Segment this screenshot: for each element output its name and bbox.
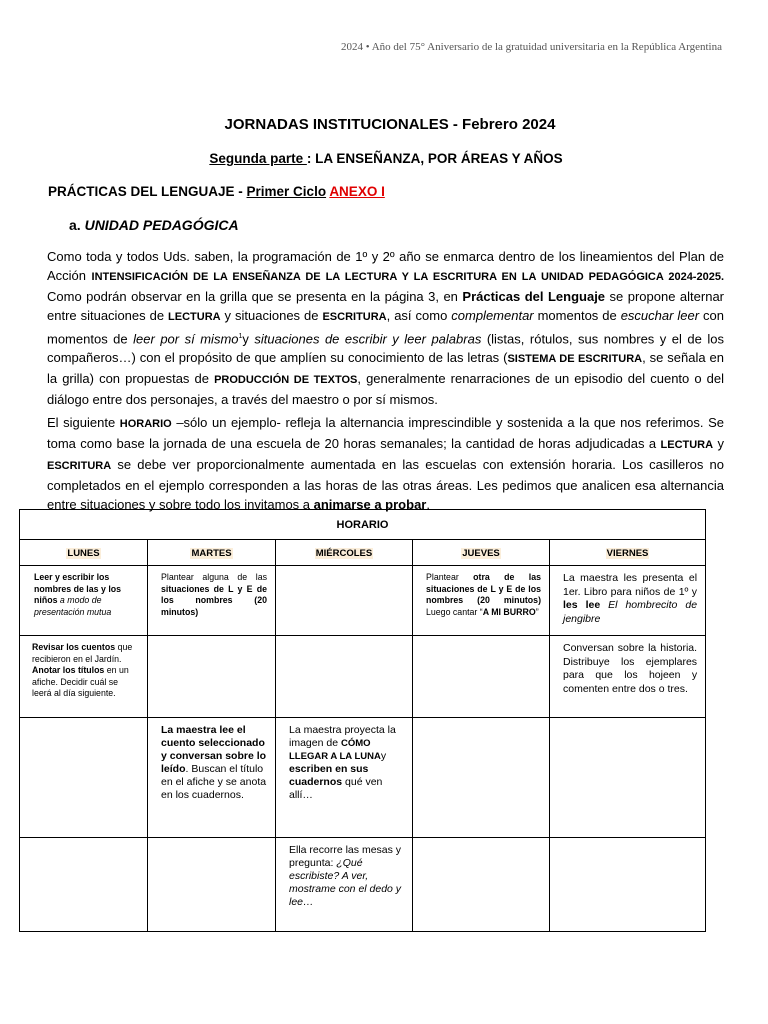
cell-r4-martes bbox=[148, 838, 276, 932]
cell-r1-lunes bbox=[20, 566, 148, 636]
document-title: JORNADAS INSTITUCIONALES - Febrero 2024 bbox=[224, 116, 556, 133]
p1-text: (listas, rótulos, sus nombres y el de los compañeros…) con el propósito de que amplíen su conocimiento de las letras ( bbox=[47, 331, 724, 366]
p2-keyword: ESCRITURA bbox=[47, 460, 112, 472]
header-note: 2024 • Año del 75° Aniversario de la gratuidad universitaria en la República Argentina bbox=[340, 41, 722, 53]
cell-text: Revisar los cuentos bbox=[32, 642, 116, 652]
cell-text: en un afiche. Decidir cuál se leerá al día siguiente. bbox=[32, 665, 129, 698]
p1-text: , generalmente renarraciones de un episodio del cuento o del diálogo entre dos personajes, a través del maestro o por sí mismos. bbox=[47, 371, 725, 408]
footnote-ref[interactable]: 1 bbox=[238, 333, 243, 340]
cell-text: Ella recorre las mesas y pregunta: bbox=[289, 844, 402, 869]
section-annex: ANEXO I bbox=[329, 184, 385, 199]
cell-text: ¿Qué escribiste? A ver, mostrame con el dedo y lee… bbox=[289, 857, 402, 908]
p1-keyword: LECTURA bbox=[168, 311, 221, 323]
cell-text: La maestra proyecta la imagen de bbox=[289, 724, 396, 749]
table-row bbox=[20, 566, 706, 636]
cell-text: Plantear alguna de las bbox=[161, 572, 267, 582]
cell-r3-martes bbox=[148, 718, 276, 838]
cell-text: A MI BURRO bbox=[482, 606, 536, 617]
cell-r3-lunes bbox=[20, 718, 148, 838]
day-label: MARTES bbox=[191, 547, 232, 559]
p1-text: con momentos de bbox=[47, 308, 725, 347]
cell-r3-miercoles bbox=[276, 718, 413, 838]
p1-text: Como podrán observar en la grilla que se presenta en la página 3, en bbox=[47, 289, 463, 304]
cell-text: El hombrecito de jengibre bbox=[563, 599, 698, 625]
p1-emph: situaciones de escribir y leer palabras bbox=[254, 331, 482, 347]
day-header-lunes bbox=[20, 540, 148, 566]
p1-keyword: PRODUCCIÓN DE TEXTOS bbox=[214, 374, 358, 387]
cell-text: CÓMO LLEGAR A LA LUNA bbox=[289, 738, 381, 762]
p1-text: , se señala en la grilla) con propuestas de bbox=[47, 350, 724, 387]
cell-r1-martes bbox=[148, 566, 276, 636]
cell-text: Luego cantar “ bbox=[426, 606, 483, 617]
day-label: MIÉRCOLES bbox=[315, 547, 373, 559]
subtitle-part: Segunda parte bbox=[209, 151, 307, 166]
p1-emph: leer por sí mismo bbox=[133, 331, 239, 347]
cell-r1-jueves bbox=[413, 566, 550, 636]
cell-text: otra de las situaciones de L y E de los nombres (20 minutos) bbox=[426, 572, 541, 605]
p1-text: Como toda y todos Uds. saben, la programación de 1º y 2º año se enmarca dentro de los lineamientos del Plan de Acción bbox=[47, 249, 724, 283]
p1-keyword: ESCRITURA bbox=[322, 311, 387, 323]
p2-keyword: HORARIO bbox=[119, 418, 172, 430]
cell-text: Leer y escribir los nombres de las y los niños bbox=[34, 572, 122, 605]
day-header-jueves bbox=[413, 540, 550, 566]
cell-r4-jueves bbox=[413, 838, 550, 932]
unit-heading bbox=[69, 217, 239, 233]
p2-keyword: LECTURA bbox=[660, 439, 714, 451]
table-title: HORARIO bbox=[20, 510, 706, 540]
table-row bbox=[20, 718, 706, 838]
day-header-miercoles bbox=[276, 540, 413, 566]
day-label: VIERNES bbox=[606, 547, 649, 559]
p2-text: . bbox=[426, 497, 430, 512]
cell-r4-miercoles bbox=[276, 838, 413, 932]
cell-text: y bbox=[380, 750, 387, 762]
p1-text: se propone alternar entre situaciones de bbox=[47, 289, 724, 323]
p1-keyword: SISTEMA DE ESCRITURA bbox=[507, 353, 643, 366]
cell-text: situaciones de L y E de los nombres (20 minutos) bbox=[161, 583, 267, 617]
section-lead: PRÁCTICAS DEL LENGUAJE - bbox=[48, 184, 247, 199]
day-label: LUNES bbox=[67, 547, 100, 559]
cell-r1-miercoles bbox=[276, 566, 413, 636]
subtitle-rest: LA ENSEÑANZA, POR ÁREAS Y AÑOS bbox=[311, 151, 563, 166]
unit-letter: a. bbox=[69, 217, 81, 233]
cell-r3-jueves bbox=[413, 718, 550, 838]
cell-r4-lunes bbox=[20, 838, 148, 932]
cell-r2-martes bbox=[148, 636, 276, 718]
cell-text: qué ven allí… bbox=[289, 776, 383, 801]
p1-plan-name: INTENSIFICACIÓN DE LA ENSEÑANZA DE LA LECTURA Y LA ESCRITURA EN LA UNIDAD PEDAGÓGICA 2024-2025. bbox=[91, 271, 724, 283]
cell-text: ” bbox=[535, 606, 539, 617]
cell-r3-viernes bbox=[550, 718, 706, 838]
cell-text: Anotar los títulos bbox=[32, 665, 105, 675]
p1-text: y situaciones de bbox=[220, 308, 323, 323]
p2-text: –sólo un ejemplo- refleja la alternancia imprescindible y sostenida a la que nos referimos. Se toma como base la jornada de una escuela de 20 horas semanales; la cantidad de horas adjudicadas a bbox=[47, 415, 724, 451]
cell-text: escriben en sus cuadernos bbox=[289, 763, 369, 788]
cell-text: Conversan sobre la historia. Distribuye los ejemplares para que los hojeen y comenten entre dos o tres. bbox=[563, 642, 698, 695]
day-header-martes bbox=[148, 540, 276, 566]
table-header-row bbox=[20, 540, 706, 566]
section-cycle: Primer Ciclo bbox=[246, 184, 327, 199]
p2-text: se debe ver proporcionalmente aumentada en las escuelas con extensión horaria. Los casilleros no completados en el ejemplo corresponden a las horas de las otras áreas. Les pedimos que analicen esa alternancia entre situaciones y sobre todo los invitamos a bbox=[47, 457, 724, 512]
cell-r2-lunes bbox=[20, 636, 148, 718]
cell-text: Plantear bbox=[426, 572, 474, 582]
unit-name: UNIDAD PEDAGÓGICA bbox=[84, 217, 239, 233]
p1-emph: complementar bbox=[451, 308, 534, 323]
cell-text: a modo de presentación mutua bbox=[34, 595, 112, 617]
schedule-table bbox=[19, 509, 706, 932]
p2-emph: animarse a probar bbox=[313, 497, 427, 512]
section-heading bbox=[48, 184, 385, 199]
cell-text: La maestra les presenta el 1er. Libro para niños de 1º y bbox=[563, 572, 698, 598]
subtitle-colon: : bbox=[306, 151, 312, 166]
document-subtitle bbox=[0, 151, 768, 166]
cell-text: que recibieron en el Jardín. bbox=[32, 642, 133, 664]
cell-text: . Buscan el título en el afiche y se anota en los cuadernos. bbox=[161, 763, 267, 801]
cell-r2-miercoles bbox=[276, 636, 413, 718]
cell-text: La maestra lee el cuento seleccionado y conversan sobre lo leído bbox=[161, 724, 267, 775]
p1-area: Prácticas del Lenguaje bbox=[462, 289, 606, 304]
p1-emph: escuchar leer bbox=[620, 308, 700, 323]
p1-text: y bbox=[242, 331, 255, 347]
day-header-viernes bbox=[550, 540, 706, 566]
table-row bbox=[20, 838, 706, 932]
cell-r2-jueves bbox=[413, 636, 550, 718]
p2-text: y bbox=[713, 436, 724, 451]
cell-text: les lee bbox=[563, 599, 601, 611]
p1-text: momentos de bbox=[533, 308, 621, 323]
table-row bbox=[20, 636, 706, 718]
intro-paragraph bbox=[47, 247, 724, 409]
p2-text: El siguiente bbox=[47, 415, 120, 430]
cell-r2-viernes bbox=[550, 636, 706, 718]
cell-r1-viernes bbox=[550, 566, 706, 636]
p1-text: , así como bbox=[386, 308, 452, 323]
cell-r4-viernes bbox=[550, 838, 706, 932]
table-title-row bbox=[20, 510, 706, 540]
day-label: JUEVES bbox=[462, 547, 500, 559]
schedule-paragraph bbox=[47, 413, 724, 514]
